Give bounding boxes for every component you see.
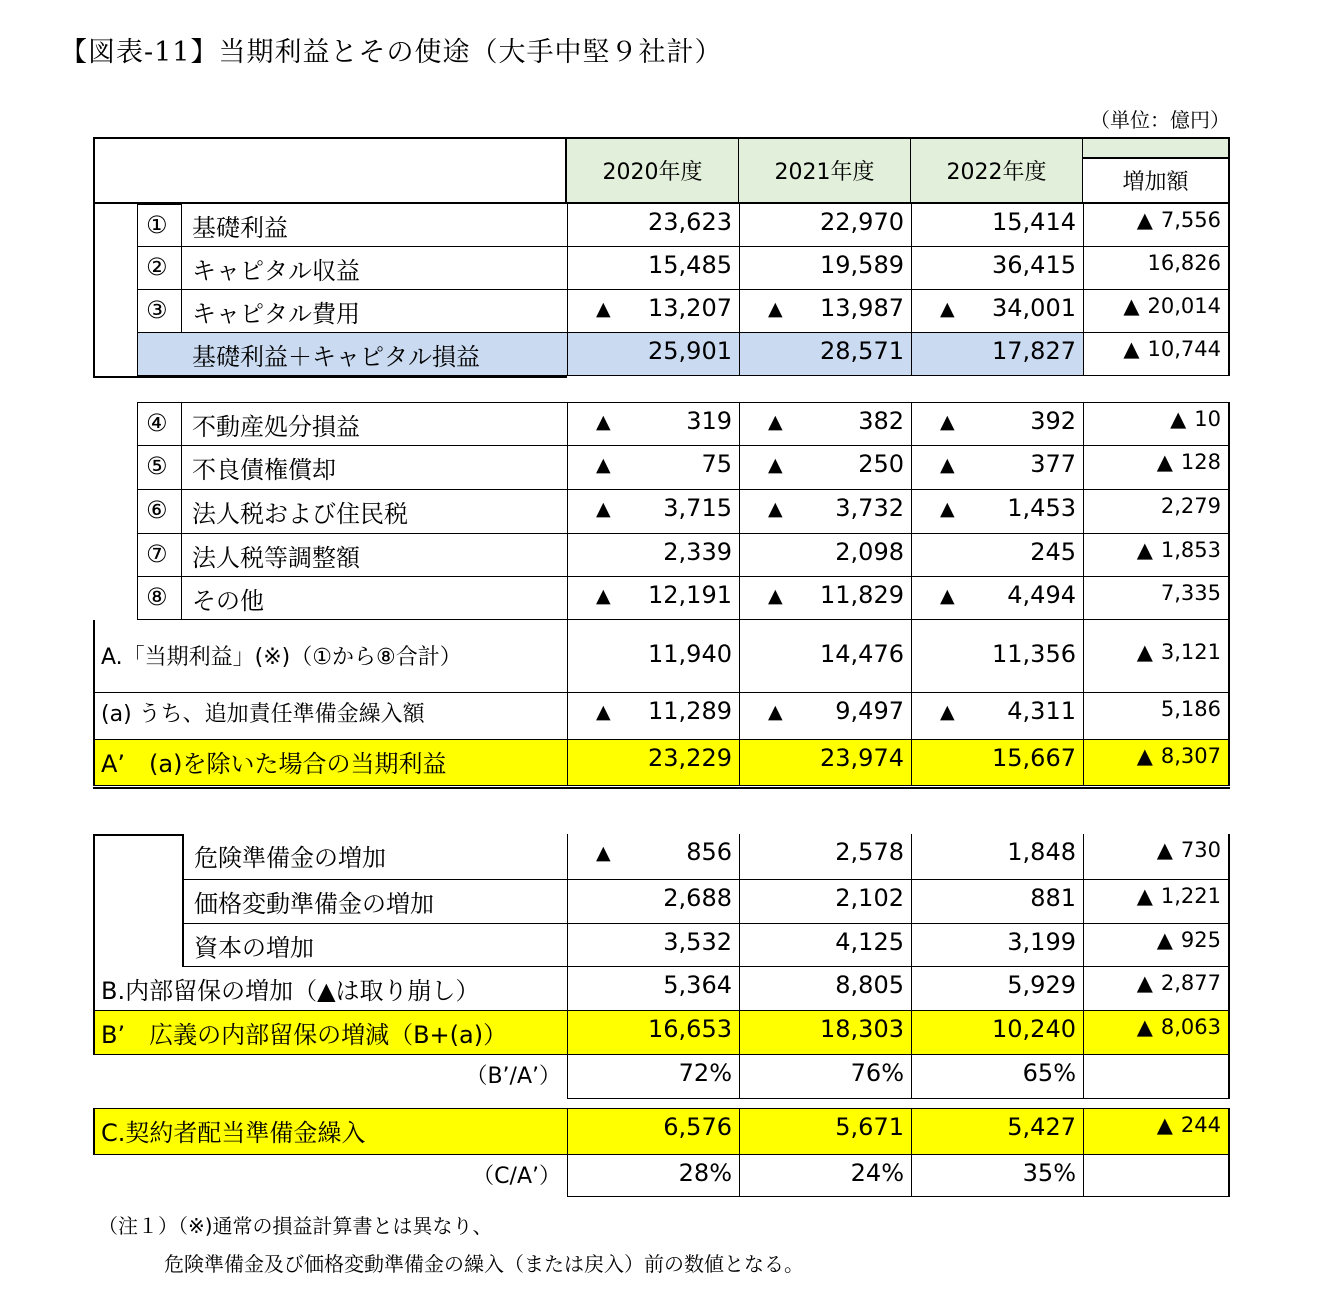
negative-marker: ▲ bbox=[1123, 337, 1140, 361]
row-number-label: ⑥ bbox=[146, 496, 168, 524]
value-text: 15,485 bbox=[648, 251, 732, 279]
value-text: 36,415 bbox=[992, 251, 1076, 279]
value-text: 23,974 bbox=[820, 744, 904, 772]
negative-marker: ▲ bbox=[1156, 928, 1173, 952]
negative-marker: ▲ bbox=[940, 498, 955, 520]
row-number bbox=[137, 534, 182, 577]
value-text: 392 bbox=[1030, 407, 1076, 435]
bracket-block-3 bbox=[93, 834, 182, 967]
row-label: 法人税および住民税 bbox=[192, 500, 408, 528]
row-label-cell bbox=[93, 740, 567, 786]
value-text: 22,970 bbox=[820, 208, 904, 236]
value-text: 11,829 bbox=[820, 581, 904, 609]
value-cell bbox=[1083, 333, 1230, 376]
negative-marker: ▲ bbox=[596, 842, 611, 864]
value-cell bbox=[1083, 247, 1230, 290]
row-label-cell bbox=[93, 693, 567, 740]
row-label-cell bbox=[182, 834, 567, 880]
row-label-cell bbox=[93, 967, 567, 1011]
row-label: 価格変動準備金の増加 bbox=[194, 890, 434, 918]
header-label: 増加額 bbox=[1122, 170, 1189, 195]
value-cell bbox=[911, 693, 1083, 740]
value-text: 2,339 bbox=[663, 538, 732, 566]
row-label-cell bbox=[182, 446, 567, 490]
value-cell bbox=[567, 247, 739, 290]
value-cell bbox=[911, 740, 1083, 786]
value-text: 319 bbox=[686, 407, 732, 435]
value-text: 10,240 bbox=[992, 1015, 1076, 1043]
value-text: 18,303 bbox=[820, 1015, 904, 1043]
bracket-block-1 bbox=[93, 204, 137, 376]
row-label: 基礎利益 bbox=[192, 214, 288, 242]
value-cell bbox=[911, 204, 1083, 247]
row-label-cell bbox=[182, 490, 567, 534]
negative-marker: ▲ bbox=[1136, 744, 1153, 768]
value-text: 76% bbox=[850, 1059, 904, 1087]
row-label: 法人税等調整額 bbox=[192, 544, 360, 572]
unit-label: （単位：億円） bbox=[1090, 108, 1230, 132]
negative-marker: ▲ bbox=[1170, 407, 1187, 431]
value-cell bbox=[1083, 834, 1230, 880]
value-text: 16,653 bbox=[648, 1015, 732, 1043]
value-cell bbox=[1083, 693, 1230, 740]
value-text: 1,853 bbox=[1160, 538, 1221, 562]
value-cell bbox=[567, 967, 739, 1011]
value-cell bbox=[911, 577, 1083, 620]
row-label: 基礎利益＋キャピタル損益 bbox=[192, 343, 480, 371]
row-number-label: ③ bbox=[146, 296, 168, 324]
value-cell bbox=[911, 924, 1083, 967]
value-text: 23,229 bbox=[648, 744, 732, 772]
value-cell bbox=[911, 402, 1083, 446]
value-cell bbox=[739, 204, 911, 247]
value-cell bbox=[567, 1011, 739, 1055]
row-label: C.契約者配当準備金繰入 bbox=[101, 1119, 366, 1147]
value-text: 5,186 bbox=[1160, 697, 1221, 721]
negative-marker: ▲ bbox=[940, 701, 955, 723]
value-cell bbox=[567, 1155, 739, 1197]
value-cell bbox=[1083, 577, 1230, 620]
value-text: 25,901 bbox=[648, 337, 732, 365]
value-text: 24% bbox=[850, 1159, 904, 1187]
header-label: 2020年度 bbox=[602, 160, 703, 185]
negative-marker: ▲ bbox=[768, 411, 783, 433]
value-text: 15,414 bbox=[992, 208, 1076, 236]
value-text: 5,671 bbox=[835, 1113, 904, 1141]
row-label-cell bbox=[93, 1011, 567, 1055]
value-text: 17,827 bbox=[992, 337, 1076, 365]
value-cell bbox=[567, 924, 739, 967]
negative-marker: ▲ bbox=[768, 454, 783, 476]
row-label-cell bbox=[182, 402, 567, 446]
negative-marker: ▲ bbox=[768, 701, 783, 723]
value-cell bbox=[739, 534, 911, 577]
value-cell bbox=[739, 1155, 911, 1197]
row-number bbox=[137, 402, 182, 446]
value-text: 881 bbox=[1030, 884, 1076, 912]
row-label: A.「当期利益」(※)（①から⑧合計） bbox=[101, 645, 462, 670]
row-label: (a) うち、追加責任準備金繰入額 bbox=[101, 702, 425, 727]
value-cell bbox=[567, 204, 739, 247]
value-text: 10,744 bbox=[1147, 337, 1221, 361]
row-label: キャピタル費用 bbox=[192, 300, 360, 328]
value-text: 5,364 bbox=[663, 971, 732, 999]
value-text: 4,125 bbox=[835, 928, 904, 956]
value-text: 3,715 bbox=[663, 494, 732, 522]
value-text: 8,307 bbox=[1160, 744, 1221, 768]
value-cell bbox=[739, 1011, 911, 1055]
value-cell bbox=[1083, 490, 1230, 534]
row-label-cell bbox=[93, 1055, 567, 1099]
value-text: 245 bbox=[1030, 538, 1076, 566]
value-text: 11,356 bbox=[992, 640, 1076, 668]
value-text: 1,848 bbox=[1007, 838, 1076, 866]
header-label: 2021年度 bbox=[774, 160, 875, 185]
value-text: 730 bbox=[1180, 838, 1221, 862]
negative-marker: ▲ bbox=[1136, 538, 1153, 562]
row-label: （B’/A’） bbox=[465, 1064, 561, 1089]
block-1-bottom bbox=[93, 376, 567, 378]
row-label: 危険準備金の増加 bbox=[194, 844, 386, 872]
value-cell bbox=[1083, 1155, 1230, 1197]
value-text: 1,453 bbox=[1007, 494, 1076, 522]
row-label: その他 bbox=[192, 587, 264, 615]
value-text: 4,311 bbox=[1007, 697, 1076, 725]
negative-marker: ▲ bbox=[1136, 1015, 1153, 1039]
value-cell bbox=[911, 446, 1083, 490]
row-label: 資本の増加 bbox=[194, 934, 314, 962]
value-text: 13,207 bbox=[648, 294, 732, 322]
row-label-cell bbox=[137, 333, 567, 376]
note-line-1: （注１）（※)通常の損益計算書とは異なり、 bbox=[98, 1214, 493, 1238]
value-cell bbox=[1083, 290, 1230, 333]
row-number-label: ⑧ bbox=[146, 583, 168, 611]
value-cell bbox=[1083, 534, 1230, 577]
header-year-1 bbox=[739, 137, 911, 204]
value-text: 856 bbox=[686, 838, 732, 866]
value-text: 3,532 bbox=[663, 928, 732, 956]
value-cell bbox=[567, 834, 739, 880]
page-title: 【図表-11】当期利益とその使途（大手中堅９社計） bbox=[60, 37, 723, 68]
value-text: 2,688 bbox=[663, 884, 732, 912]
row-label: B’ 広義の内部留保の増減（B+(a)） bbox=[101, 1021, 508, 1049]
value-text: 2,098 bbox=[835, 538, 904, 566]
value-text: 11,940 bbox=[648, 640, 732, 668]
row-number-label: ② bbox=[146, 253, 168, 281]
value-cell bbox=[911, 1155, 1083, 1197]
value-cell bbox=[567, 577, 739, 620]
row-number bbox=[137, 204, 182, 247]
negative-marker: ▲ bbox=[596, 454, 611, 476]
negative-marker: ▲ bbox=[768, 298, 783, 320]
value-cell bbox=[911, 880, 1083, 924]
header-label: 2022年度 bbox=[946, 160, 1047, 185]
value-text: 23,623 bbox=[648, 208, 732, 236]
value-cell bbox=[567, 740, 739, 786]
value-text: 19,589 bbox=[820, 251, 904, 279]
row-number-label: ⑤ bbox=[146, 452, 168, 480]
negative-marker: ▲ bbox=[1156, 1113, 1173, 1137]
value-cell bbox=[567, 534, 739, 577]
negative-marker: ▲ bbox=[1123, 294, 1140, 318]
row-label-cell bbox=[182, 924, 567, 967]
value-text: 12,191 bbox=[648, 581, 732, 609]
value-cell bbox=[911, 534, 1083, 577]
negative-marker: ▲ bbox=[1136, 884, 1153, 908]
value-cell bbox=[567, 693, 739, 740]
value-cell bbox=[567, 402, 739, 446]
value-text: 2,102 bbox=[835, 884, 904, 912]
value-text: 5,427 bbox=[1007, 1113, 1076, 1141]
row-number bbox=[137, 247, 182, 290]
value-cell bbox=[911, 1055, 1083, 1099]
value-text: 35% bbox=[1022, 1159, 1076, 1187]
value-cell bbox=[739, 967, 911, 1011]
value-cell bbox=[567, 490, 739, 534]
row-label-cell bbox=[93, 620, 567, 693]
row-number bbox=[137, 577, 182, 620]
header-increase bbox=[1083, 157, 1230, 204]
value-cell bbox=[1083, 620, 1230, 693]
value-cell bbox=[739, 1108, 911, 1155]
value-cell bbox=[1083, 1011, 1230, 1055]
value-text: 3,732 bbox=[835, 494, 904, 522]
value-text: 128 bbox=[1180, 450, 1221, 474]
value-cell bbox=[739, 247, 911, 290]
value-text: 3,199 bbox=[1007, 928, 1076, 956]
row-label-cell bbox=[93, 1155, 567, 1197]
row-label-cell bbox=[182, 204, 567, 247]
value-cell bbox=[739, 834, 911, 880]
header-year-2 bbox=[911, 137, 1083, 204]
value-text: 13,987 bbox=[820, 294, 904, 322]
row-number-label: ④ bbox=[146, 409, 168, 437]
value-text: 925 bbox=[1180, 928, 1221, 952]
value-cell bbox=[567, 1055, 739, 1099]
negative-marker: ▲ bbox=[596, 585, 611, 607]
value-cell bbox=[911, 967, 1083, 1011]
negative-marker: ▲ bbox=[940, 411, 955, 433]
value-cell bbox=[911, 1011, 1083, 1055]
negative-marker: ▲ bbox=[940, 585, 955, 607]
row-label: キャピタル収益 bbox=[192, 257, 360, 285]
value-text: 65% bbox=[1022, 1059, 1076, 1087]
row-label-cell bbox=[182, 534, 567, 577]
row-label: （C/A’） bbox=[472, 1164, 561, 1189]
value-text: 10 bbox=[1194, 407, 1221, 431]
negative-marker: ▲ bbox=[768, 498, 783, 520]
row-number-label: ① bbox=[146, 211, 168, 239]
value-cell bbox=[567, 446, 739, 490]
negative-marker: ▲ bbox=[1136, 971, 1153, 995]
value-cell bbox=[1083, 1108, 1230, 1155]
header-year-0 bbox=[567, 137, 739, 204]
row-label-cell bbox=[182, 247, 567, 290]
value-text: 14,476 bbox=[820, 640, 904, 668]
value-cell bbox=[739, 740, 911, 786]
value-cell bbox=[911, 620, 1083, 693]
block-2-bottom bbox=[93, 787, 1230, 789]
header-blank bbox=[93, 137, 567, 204]
value-cell bbox=[739, 446, 911, 490]
value-text: 28,571 bbox=[820, 337, 904, 365]
negative-marker: ▲ bbox=[940, 454, 955, 476]
negative-marker: ▲ bbox=[1156, 450, 1173, 474]
value-text: 75 bbox=[701, 450, 732, 478]
value-cell bbox=[1083, 967, 1230, 1011]
value-cell bbox=[911, 290, 1083, 333]
row-label-cell bbox=[93, 1108, 567, 1155]
value-text: 382 bbox=[858, 407, 904, 435]
row-number bbox=[137, 490, 182, 534]
row-label: A’ (a)を除いた場合の当期利益 bbox=[101, 750, 447, 778]
value-cell bbox=[1083, 1055, 1230, 1099]
negative-marker: ▲ bbox=[596, 298, 611, 320]
row-number bbox=[137, 446, 182, 490]
value-cell bbox=[739, 1055, 911, 1099]
value-cell bbox=[739, 880, 911, 924]
value-cell bbox=[739, 290, 911, 333]
value-text: 4,494 bbox=[1007, 581, 1076, 609]
value-cell bbox=[1083, 402, 1230, 446]
value-cell bbox=[567, 620, 739, 693]
value-cell bbox=[1083, 204, 1230, 247]
negative-marker: ▲ bbox=[1156, 838, 1173, 862]
row-label: 不良債権償却 bbox=[192, 456, 336, 484]
value-cell bbox=[1083, 446, 1230, 490]
value-cell bbox=[739, 490, 911, 534]
value-cell bbox=[567, 880, 739, 924]
value-text: 34,001 bbox=[992, 294, 1076, 322]
value-cell bbox=[739, 402, 911, 446]
value-cell bbox=[567, 1108, 739, 1155]
value-text: 11,289 bbox=[648, 697, 732, 725]
row-label: 不動産処分損益 bbox=[192, 413, 360, 441]
value-text: 8,063 bbox=[1160, 1015, 1221, 1039]
value-text: 377 bbox=[1030, 450, 1076, 478]
value-cell bbox=[1083, 880, 1230, 924]
value-cell bbox=[911, 490, 1083, 534]
value-text: 244 bbox=[1180, 1113, 1221, 1137]
negative-marker: ▲ bbox=[596, 701, 611, 723]
value-cell bbox=[739, 333, 911, 376]
value-text: 72% bbox=[678, 1059, 732, 1087]
value-cell bbox=[739, 577, 911, 620]
negative-marker: ▲ bbox=[1136, 208, 1153, 232]
value-text: 3,121 bbox=[1160, 640, 1221, 664]
row-label-cell bbox=[182, 290, 567, 333]
value-text: 2,877 bbox=[1160, 971, 1221, 995]
value-text: 28% bbox=[678, 1159, 732, 1187]
value-cell bbox=[567, 290, 739, 333]
value-cell bbox=[911, 247, 1083, 290]
value-cell bbox=[1083, 924, 1230, 967]
value-cell bbox=[739, 693, 911, 740]
value-text: 7,556 bbox=[1160, 208, 1221, 232]
negative-marker: ▲ bbox=[940, 298, 955, 320]
value-text: 5,929 bbox=[1007, 971, 1076, 999]
value-text: 250 bbox=[858, 450, 904, 478]
value-text: 2,279 bbox=[1160, 494, 1221, 518]
value-cell bbox=[1083, 740, 1230, 786]
row-label: B.内部留保の増加（▲は取り崩し） bbox=[101, 977, 480, 1005]
note-line-2: 危険準備金及び価格変動準備金の繰入（または戻入）前の数値となる。 bbox=[164, 1252, 804, 1276]
value-cell bbox=[911, 1108, 1083, 1155]
row-label-cell bbox=[182, 880, 567, 924]
value-text: 8,805 bbox=[835, 971, 904, 999]
value-cell bbox=[739, 924, 911, 967]
value-cell bbox=[739, 620, 911, 693]
value-text: 16,826 bbox=[1147, 251, 1221, 275]
value-text: 6,576 bbox=[663, 1113, 732, 1141]
value-text: 15,667 bbox=[992, 744, 1076, 772]
value-cell bbox=[567, 333, 739, 376]
negative-marker: ▲ bbox=[1136, 640, 1153, 664]
header-increase-top bbox=[1083, 137, 1230, 157]
negative-marker: ▲ bbox=[596, 411, 611, 433]
value-text: 7,335 bbox=[1160, 581, 1221, 605]
value-cell bbox=[911, 834, 1083, 880]
negative-marker: ▲ bbox=[596, 498, 611, 520]
value-text: 9,497 bbox=[835, 697, 904, 725]
row-label-cell bbox=[182, 577, 567, 620]
value-text: 1,221 bbox=[1160, 884, 1221, 908]
negative-marker: ▲ bbox=[768, 585, 783, 607]
row-number-label: ⑦ bbox=[146, 540, 168, 568]
value-cell bbox=[911, 333, 1083, 376]
value-text: 20,014 bbox=[1147, 294, 1221, 318]
value-text: 2,578 bbox=[835, 838, 904, 866]
row-number bbox=[137, 290, 182, 333]
